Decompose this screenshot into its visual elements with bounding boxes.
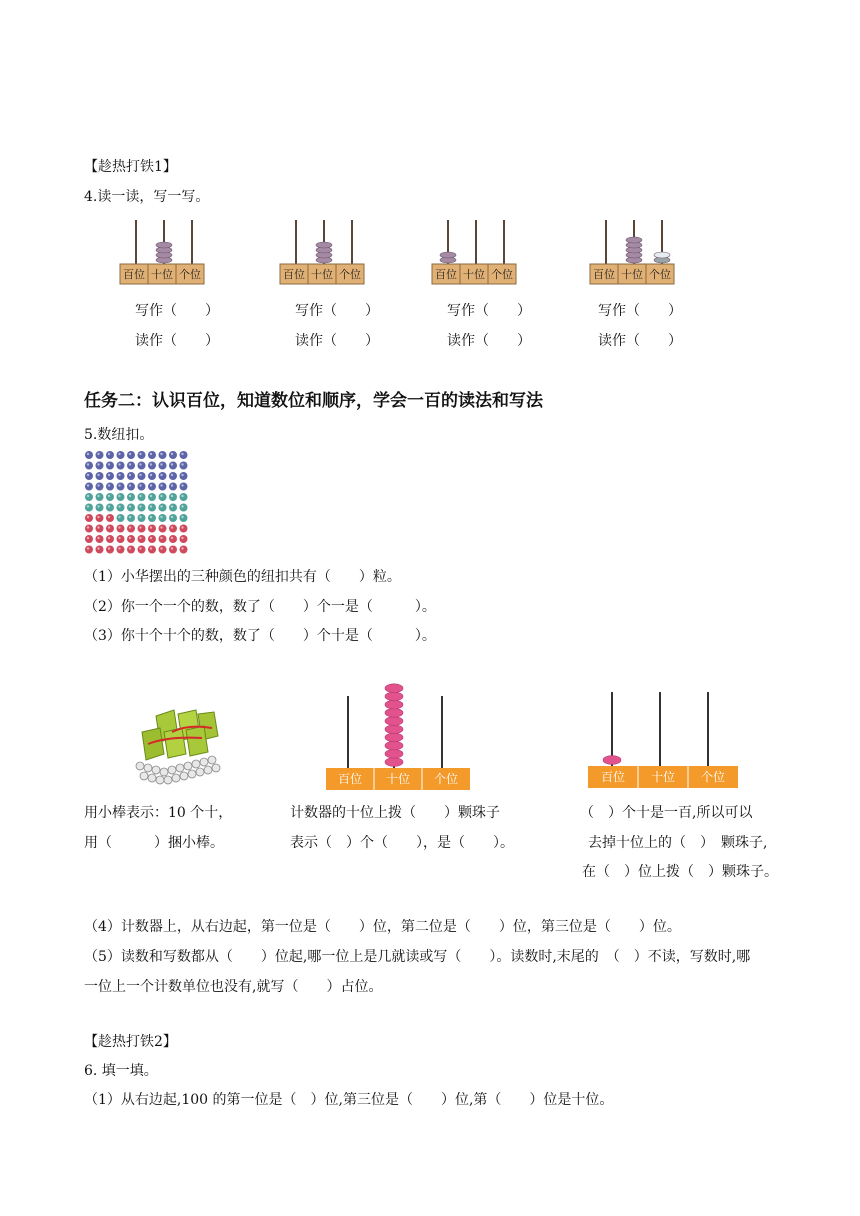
button-dot (159, 525, 167, 533)
counter-bead (385, 692, 403, 701)
write-blank-4: 写作（ ） (598, 303, 682, 319)
button-dot (96, 472, 104, 480)
button-dot (106, 504, 114, 512)
counter-line-1: 计数器的十位上拨（ ）颗珠子 (290, 805, 500, 821)
button-dot (96, 525, 104, 533)
button-dot (127, 546, 135, 554)
button-dot (180, 546, 188, 554)
write-blank-3: 写作（ ） (447, 303, 531, 319)
button-dot (138, 525, 146, 533)
button-dot (159, 546, 167, 554)
button-dot (96, 483, 104, 491)
abacus-bead (440, 252, 456, 258)
button-dot (148, 472, 156, 480)
abacus-bead (654, 252, 670, 258)
button-dot (127, 504, 135, 512)
counter-place-label: 百位 (337, 772, 363, 786)
button-dot (148, 504, 156, 512)
button-dot (180, 472, 188, 480)
button-dot (106, 462, 114, 470)
read-blank-3: 读作（ ） (447, 333, 531, 349)
button-dot (159, 535, 167, 543)
button-dot (106, 451, 114, 459)
button-dot (106, 525, 114, 533)
button-dot (117, 514, 125, 522)
button-dot (106, 546, 114, 554)
button-dot (85, 504, 93, 512)
counter-bead (385, 749, 403, 758)
button-dot (148, 535, 156, 543)
button-dot (148, 483, 156, 491)
abacus-place-label: 百位 (435, 268, 457, 281)
button-dot (85, 472, 93, 480)
button-dot (138, 514, 146, 522)
counter-bead (385, 700, 403, 709)
hundred-line-2: 去掉十位上的（ ） 颗珠子, (588, 835, 768, 851)
button-dot (159, 472, 167, 480)
button-dot (117, 504, 125, 512)
abacus-1 (118, 216, 210, 288)
button-dot (159, 451, 167, 459)
question-5-5a: （5）读数和写数都从（ ）位起,哪一位上是几就读或写（ ）。读数时,末尾的 （ ）不读，写数时,哪 (84, 949, 751, 965)
counter-ten-tens (326, 676, 474, 792)
button-dot (106, 493, 114, 501)
button-dot (117, 483, 125, 491)
abacus-3 (430, 216, 522, 288)
abacus-place-label: 个位 (649, 268, 671, 281)
button-dot (127, 525, 135, 533)
button-dot (148, 451, 156, 459)
section-heading-practice-1: 【趁热打铁1】 (84, 159, 177, 175)
button-dot (117, 472, 125, 480)
button-dot (117, 493, 125, 501)
button-dot (180, 514, 188, 522)
abacus-bead (626, 237, 642, 243)
button-dot (138, 535, 146, 543)
abacus-bead (156, 242, 172, 248)
button-dot (96, 451, 104, 459)
button-dot (148, 462, 156, 470)
stick-bundles-image (128, 706, 224, 788)
button-dot (138, 493, 146, 501)
abacus-place-label: 十位 (463, 268, 485, 281)
button-dot (180, 535, 188, 543)
button-dot (159, 462, 167, 470)
question-6-title: 6. 填一填。 (84, 1063, 158, 1079)
button-dot (96, 535, 104, 543)
button-dot (138, 451, 146, 459)
button-dot (169, 535, 177, 543)
button-dot (159, 514, 167, 522)
button-dot (117, 546, 125, 554)
button-dot (159, 504, 167, 512)
buttons-grid (84, 450, 194, 558)
button-dot (127, 451, 135, 459)
hundred-line-3: 在（ ）位上拨（ ）颗珠子。 (582, 864, 778, 880)
hundred-line-1: （ ）个十是一百,所以可以 (580, 805, 753, 821)
button-dot (85, 451, 93, 459)
button-dot (106, 472, 114, 480)
counter-place-label: 个位 (433, 772, 459, 786)
button-dot (148, 493, 156, 501)
button-dot (96, 493, 104, 501)
abacus-place-label: 十位 (151, 268, 173, 281)
button-dot (159, 493, 167, 501)
write-blank-2: 写作（ ） (295, 303, 379, 319)
question-5-3: （3）你十个十个的数，数了（ ）个十是（ ）。 (84, 628, 436, 644)
button-dot (169, 525, 177, 533)
counter-place-label: 百位 (600, 770, 626, 784)
read-blank-1: 读作（ ） (135, 333, 219, 349)
counter-place-label: 十位 (385, 772, 411, 786)
button-dot (117, 451, 125, 459)
abacus-place-label: 十位 (621, 268, 643, 281)
button-dot (127, 493, 135, 501)
abacus-place-label: 个位 (339, 268, 361, 281)
button-dot (117, 462, 125, 470)
read-blank-4: 读作（ ） (598, 333, 682, 349)
button-dot (169, 504, 177, 512)
question-5-title: 5.数纽扣。 (84, 427, 154, 443)
counter-bead (385, 725, 403, 734)
write-blank-1: 写作（ ） (135, 303, 219, 319)
button-dot (180, 451, 188, 459)
counter-place-label: 个位 (700, 770, 726, 784)
button-dot (85, 514, 93, 522)
button-dot (127, 483, 135, 491)
button-dot (96, 546, 104, 554)
counter-line-2: 表示（ ）个（ ），是（ ）。 (290, 835, 514, 851)
abacus-place-label: 百位 (123, 268, 145, 281)
button-dot (96, 462, 104, 470)
abacus-bead (316, 242, 332, 248)
abacus-2 (278, 216, 370, 288)
task-2-title: 任务二：认识百位，知道数位和顺序，学会一百的读法和写法 (84, 391, 543, 411)
button-dot (159, 483, 167, 491)
abacus-place-label: 十位 (311, 268, 333, 281)
button-dot (85, 525, 93, 533)
abacus-4 (588, 216, 680, 288)
button-dot (106, 514, 114, 522)
counter-bead (385, 733, 403, 742)
button-dot (127, 514, 135, 522)
button-dot (85, 493, 93, 501)
counter-bead (385, 717, 403, 726)
button-dot (169, 462, 177, 470)
button-dot (138, 472, 146, 480)
counter-bead (603, 756, 621, 765)
button-dot (138, 483, 146, 491)
button-dot (138, 504, 146, 512)
question-6-1: （1）从右边起,100 的第一位是（ ）位,第三位是（ ）位,第（ ）位是十位。 (84, 1092, 614, 1108)
counter-one-hundred (588, 688, 740, 792)
question-5-2: （2）你一个一个的数，数了（ ）个一是（ ）。 (84, 599, 436, 615)
button-dot (180, 462, 188, 470)
question-5-1: （1）小华摆出的三种颜色的纽扣共有（ ）粒。 (84, 569, 401, 585)
button-dot (127, 535, 135, 543)
counter-bead (385, 684, 403, 693)
button-dot (138, 462, 146, 470)
button-dot (85, 546, 93, 554)
read-blank-2: 读作（ ） (295, 333, 379, 349)
button-dot (85, 535, 93, 543)
button-dot (138, 546, 146, 554)
button-dot (180, 504, 188, 512)
question-5-4: （4）计数器上，从右边起，第一位是（ ）位，第二位是（ ）位，第三位是（ ）位。 (84, 919, 681, 935)
button-dot (148, 546, 156, 554)
button-dot (127, 462, 135, 470)
button-dot (96, 504, 104, 512)
counter-bead (385, 741, 403, 750)
counter-bead (385, 708, 403, 717)
button-dot (127, 472, 135, 480)
question-4-title: 4.读一读，写一写。 (84, 189, 210, 205)
button-dot (85, 462, 93, 470)
button-dot (96, 514, 104, 522)
button-dot (148, 514, 156, 522)
button-dot (169, 472, 177, 480)
button-dot (106, 535, 114, 543)
button-dot (180, 483, 188, 491)
button-dot (180, 525, 188, 533)
button-dot (85, 483, 93, 491)
button-dot (169, 493, 177, 501)
button-dot (117, 535, 125, 543)
abacus-place-label: 个位 (179, 268, 201, 281)
sticks-line-1: 用小棒表示：10 个十， (84, 805, 233, 821)
button-dot (106, 483, 114, 491)
button-dot (169, 483, 177, 491)
section-heading-practice-2: 【趁热打铁2】 (84, 1034, 177, 1050)
button-dot (169, 451, 177, 459)
button-dot (180, 493, 188, 501)
sticks-line-2: 用（ ）捆小棒。 (84, 835, 224, 851)
question-5-5b: 一位上一个计数单位也没有,就写（ ）占位。 (84, 979, 383, 995)
abacus-place-label: 百位 (593, 268, 615, 281)
counter-place-label: 十位 (650, 770, 676, 784)
button-dot (169, 546, 177, 554)
abacus-place-label: 个位 (491, 268, 513, 281)
button-dot (169, 514, 177, 522)
counter-bead (385, 758, 403, 767)
button-dot (117, 525, 125, 533)
abacus-place-label: 百位 (283, 268, 305, 281)
button-dot (148, 525, 156, 533)
